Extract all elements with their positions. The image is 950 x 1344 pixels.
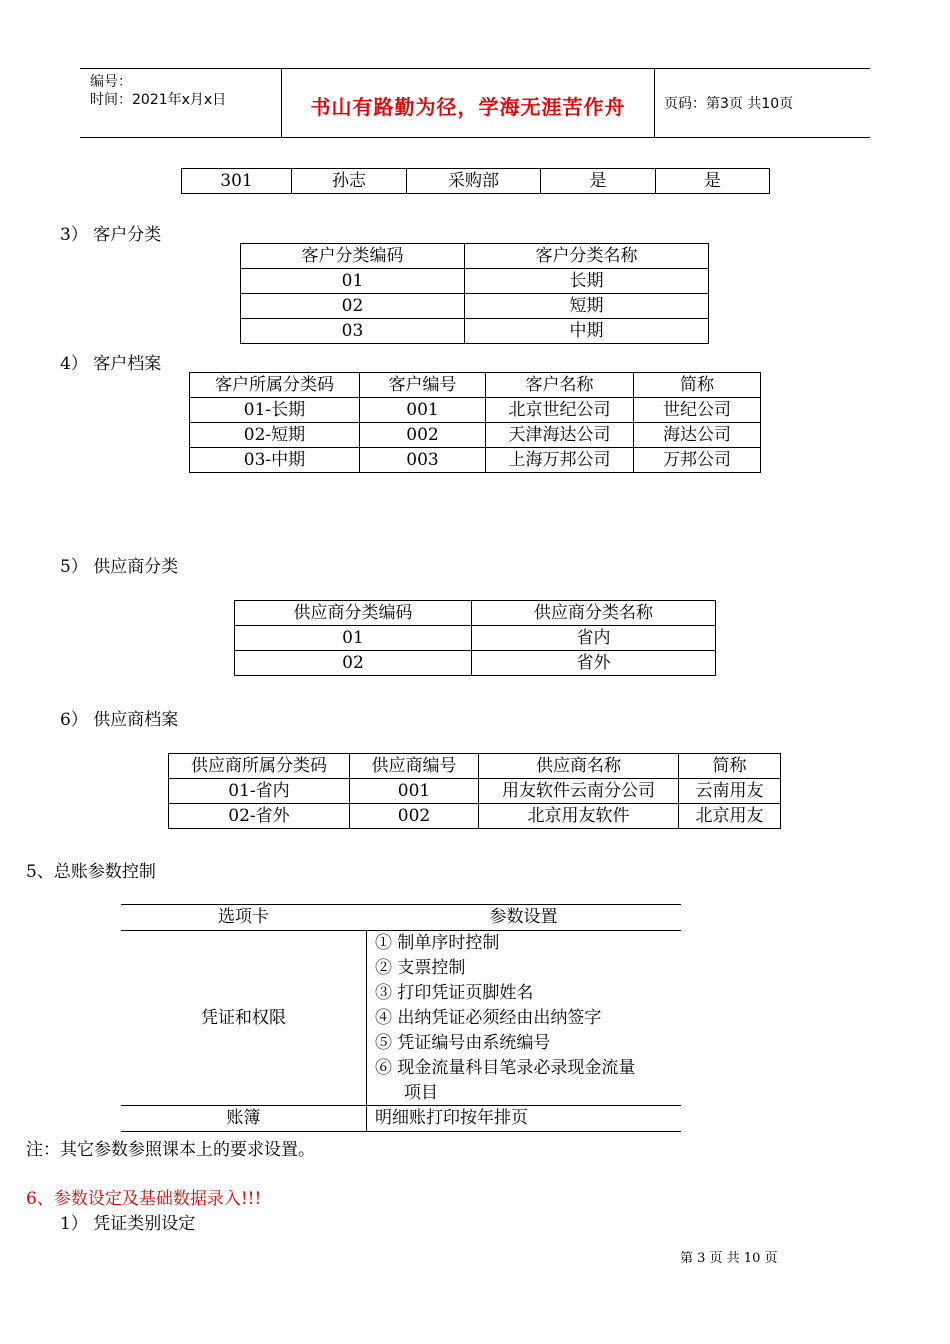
table-cell: 001 [350,779,479,804]
table-cell: 02-短期 [190,423,360,448]
column-header: 供应商所属分类码 [169,754,350,779]
column-header: 供应商编号 [350,754,479,779]
table-cell: 02 [241,294,465,319]
table-cell: 万邦公司 [634,448,761,473]
ledger-note: 注：其它参数参照课本上的要求设置。 [26,1140,315,1160]
table-cell: 北京用友软件 [479,804,679,829]
books-tab-label: 账簿 [226,1108,261,1128]
list-item: ③ 打印凭证页脚姓名 [375,983,534,1003]
table-header-row [235,601,716,626]
employee-table [181,168,770,194]
table-row [182,169,770,194]
books-setting: 明细账打印按年排页 [375,1108,528,1128]
table-cell: 采购部 [407,169,541,194]
section-title-params-entry: 6、参数设定及基础数据录入!!! [26,1189,262,1209]
column-header: 客户名称 [486,373,634,398]
table-cell: 省内 [472,626,716,651]
table-row [190,423,761,448]
table-row [241,294,709,319]
list-item: ② 支票控制 [375,958,466,978]
table-cell: 海达公司 [634,423,761,448]
table-cell: 01 [241,269,465,294]
table-cell: 002 [350,804,479,829]
table-cell: 03 [241,319,465,344]
header-number: 编号： [90,74,132,90]
column-header: 客户编号 [360,373,486,398]
table-cell: 003 [360,448,486,473]
table-column-divider [366,930,367,1131]
table-cell: 01 [235,626,472,651]
supplier-archive-table [168,753,781,829]
table-row [190,448,761,473]
table-cell: 02 [235,651,472,676]
section-title-supplier-archive: 6） 供应商档案 [60,710,179,730]
table-cell: 01-长期 [190,398,360,423]
table-header-row [241,244,709,269]
list-item: ④ 出纳凭证必须经由出纳签字 [375,1008,602,1028]
header-motto: 书山有路勤为径，学海无涯苦作舟 [310,95,626,119]
page-header [80,68,870,138]
table-cell: 301 [182,169,292,194]
table-cell: 北京用友 [679,804,781,829]
table-row [169,779,781,804]
table-cell: 北京世纪公司 [486,398,634,423]
table-cell: 01-省内 [169,779,350,804]
column-header: 客户分类编码 [241,244,465,269]
page-footer: 第 3 页 共 10 页 [680,1251,778,1266]
table-row [241,319,709,344]
table-row [190,398,761,423]
table-cell: 云南用友 [679,779,781,804]
subsection-title-voucher-types: 1） 凭证类别设定 [60,1214,196,1234]
list-item: ⑥ 现金流量科目笔录必录现金流量 [375,1058,636,1078]
table-cell: 002 [360,423,486,448]
header-page-label: 页码：第3页 共10页 [664,96,794,112]
column-header: 简称 [634,373,761,398]
table-cell: 是 [656,169,770,194]
table-row [169,804,781,829]
table-cell: 孙志 [292,169,407,194]
table-header-row [169,754,781,779]
voucher-tab-label: 凭证和权限 [201,1008,286,1028]
column-header: 供应商分类名称 [472,601,716,626]
table-cell: 世纪公司 [634,398,761,423]
column-header: 客户分类名称 [465,244,709,269]
column-header: 供应商分类编码 [235,601,472,626]
table-cell: 用友软件云南分公司 [479,779,679,804]
table-rule [121,1131,681,1132]
table-row [235,651,716,676]
section-title-customer-archive: 4） 客户档案 [60,354,162,374]
column-header: 简称 [679,754,781,779]
table-cell: 省外 [472,651,716,676]
list-item: ⑤ 凭证编号由系统编号 [375,1033,551,1053]
column-header: 供应商名称 [479,754,679,779]
table-cell: 001 [360,398,486,423]
table-cell: 长期 [465,269,709,294]
section-title-ledger-params: 5、总账参数控制 [26,862,156,882]
table-cell: 短期 [465,294,709,319]
column-header: 选项卡 [218,907,269,927]
table-cell: 02-省外 [169,804,350,829]
column-header: 参数设置 [489,907,558,927]
column-header: 客户所属分类码 [190,373,360,398]
table-cell: 天津海达公司 [486,423,634,448]
list-item: 项目 [404,1083,438,1103]
list-item: ① 制单序时控制 [375,933,500,953]
table-cell: 03-中期 [190,448,360,473]
table-row [241,269,709,294]
header-meta [90,73,226,109]
table-header-row [190,373,761,398]
header-divider [654,69,655,137]
customer-archive-table [189,372,761,473]
ledger-params-table [121,904,681,1132]
supplier-category-table [234,600,716,676]
customer-category-table [240,243,709,344]
table-cell: 中期 [465,319,709,344]
header-time: 时间：2021年x月x日 [90,92,227,108]
table-cell: 是 [541,169,656,194]
section-title-supplier-category: 5） 供应商分类 [60,557,179,577]
section-title-customer-category: 3） 客户分类 [60,225,162,245]
table-cell: 上海万邦公司 [486,448,634,473]
table-row [235,626,716,651]
